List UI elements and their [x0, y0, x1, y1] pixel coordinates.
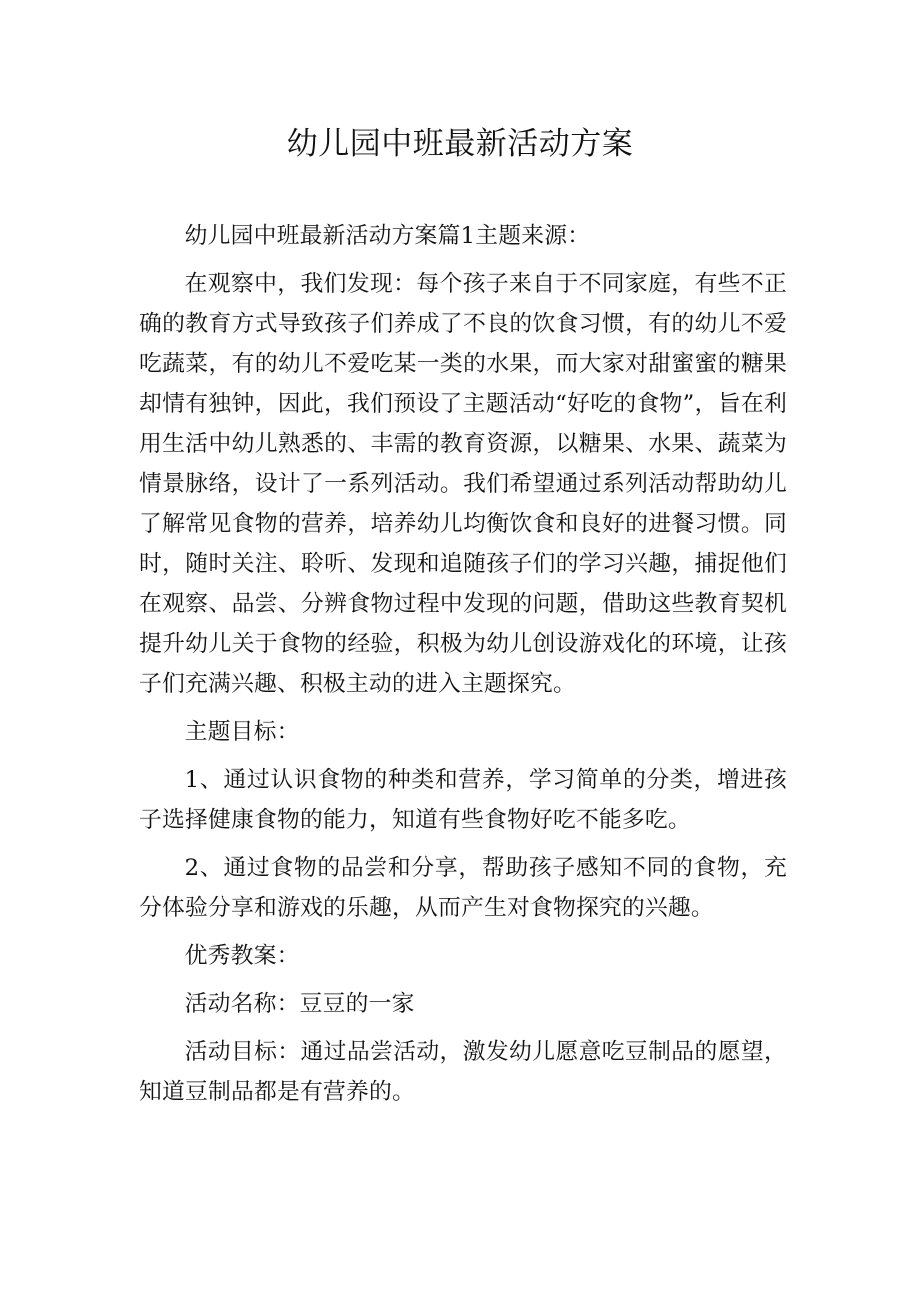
paragraph-goal-2: 2、通过食物的品尝和分享，帮助孩子感知不同的食物，充分体验分享和游戏的乐趣，从而产生对食物探究的兴趣。 [139, 855, 787, 921]
paragraph-activity-name: 活动名称：豆豆的一家 [184, 991, 415, 1017]
paragraph-activity-goal: 活动目标：通过品尝活动，激发幼儿愿意吃豆制品的愿望，知道豆制品都是有营养的。 [139, 1039, 787, 1105]
paragraph-theme-source: 在观察中，我们发现：每个孩子来自于不同家庭，有些不正确的教育方式导致孩子们养成了不良的饮食习惯，有的幼儿不爱吃蔬菜，有的幼儿不爱吃某一类的水果，而大家对甜蜜蜜的糖果却情有独钟，因此，我们预设了主题活动“好吃的食物”，旨在利用生活中幼儿熟悉的、丰需的教育资源，以糖果、水果、蔬菜为情景脉络，设计了一系列活动。我们希望通过系列活动帮助幼儿了解常见食物的营养，培养幼儿均衡饮食和良好的进餐习惯。同时，随时关注、聆听、发现和追随孩子们的学习兴趣，捕捉他们在观察、品尝、分辨食物过程中发现的问题，借助这些教育契机提升幼儿关于食物的经验，积极为幼儿创设游戏化的环境，让孩子们充满兴趣、积极主动的进入主题探究。 [139, 271, 787, 697]
document-title: 幼儿园中班最新活动方案 [286, 126, 634, 162]
paragraph-goals-heading: 主题目标： [184, 719, 300, 745]
paragraph-lesson-heading: 优秀教案： [184, 943, 300, 969]
paragraph-goal-1: 1、通过认识食物的种类和营养，学习简单的分类，增进孩子选择健康食物的能力，知道有些食物好吃不能多吃。 [139, 767, 787, 833]
document-body [139, 216, 787, 1120]
paragraph-section-heading: 幼儿园中班最新活动方案篇1主题来源： [184, 223, 591, 249]
